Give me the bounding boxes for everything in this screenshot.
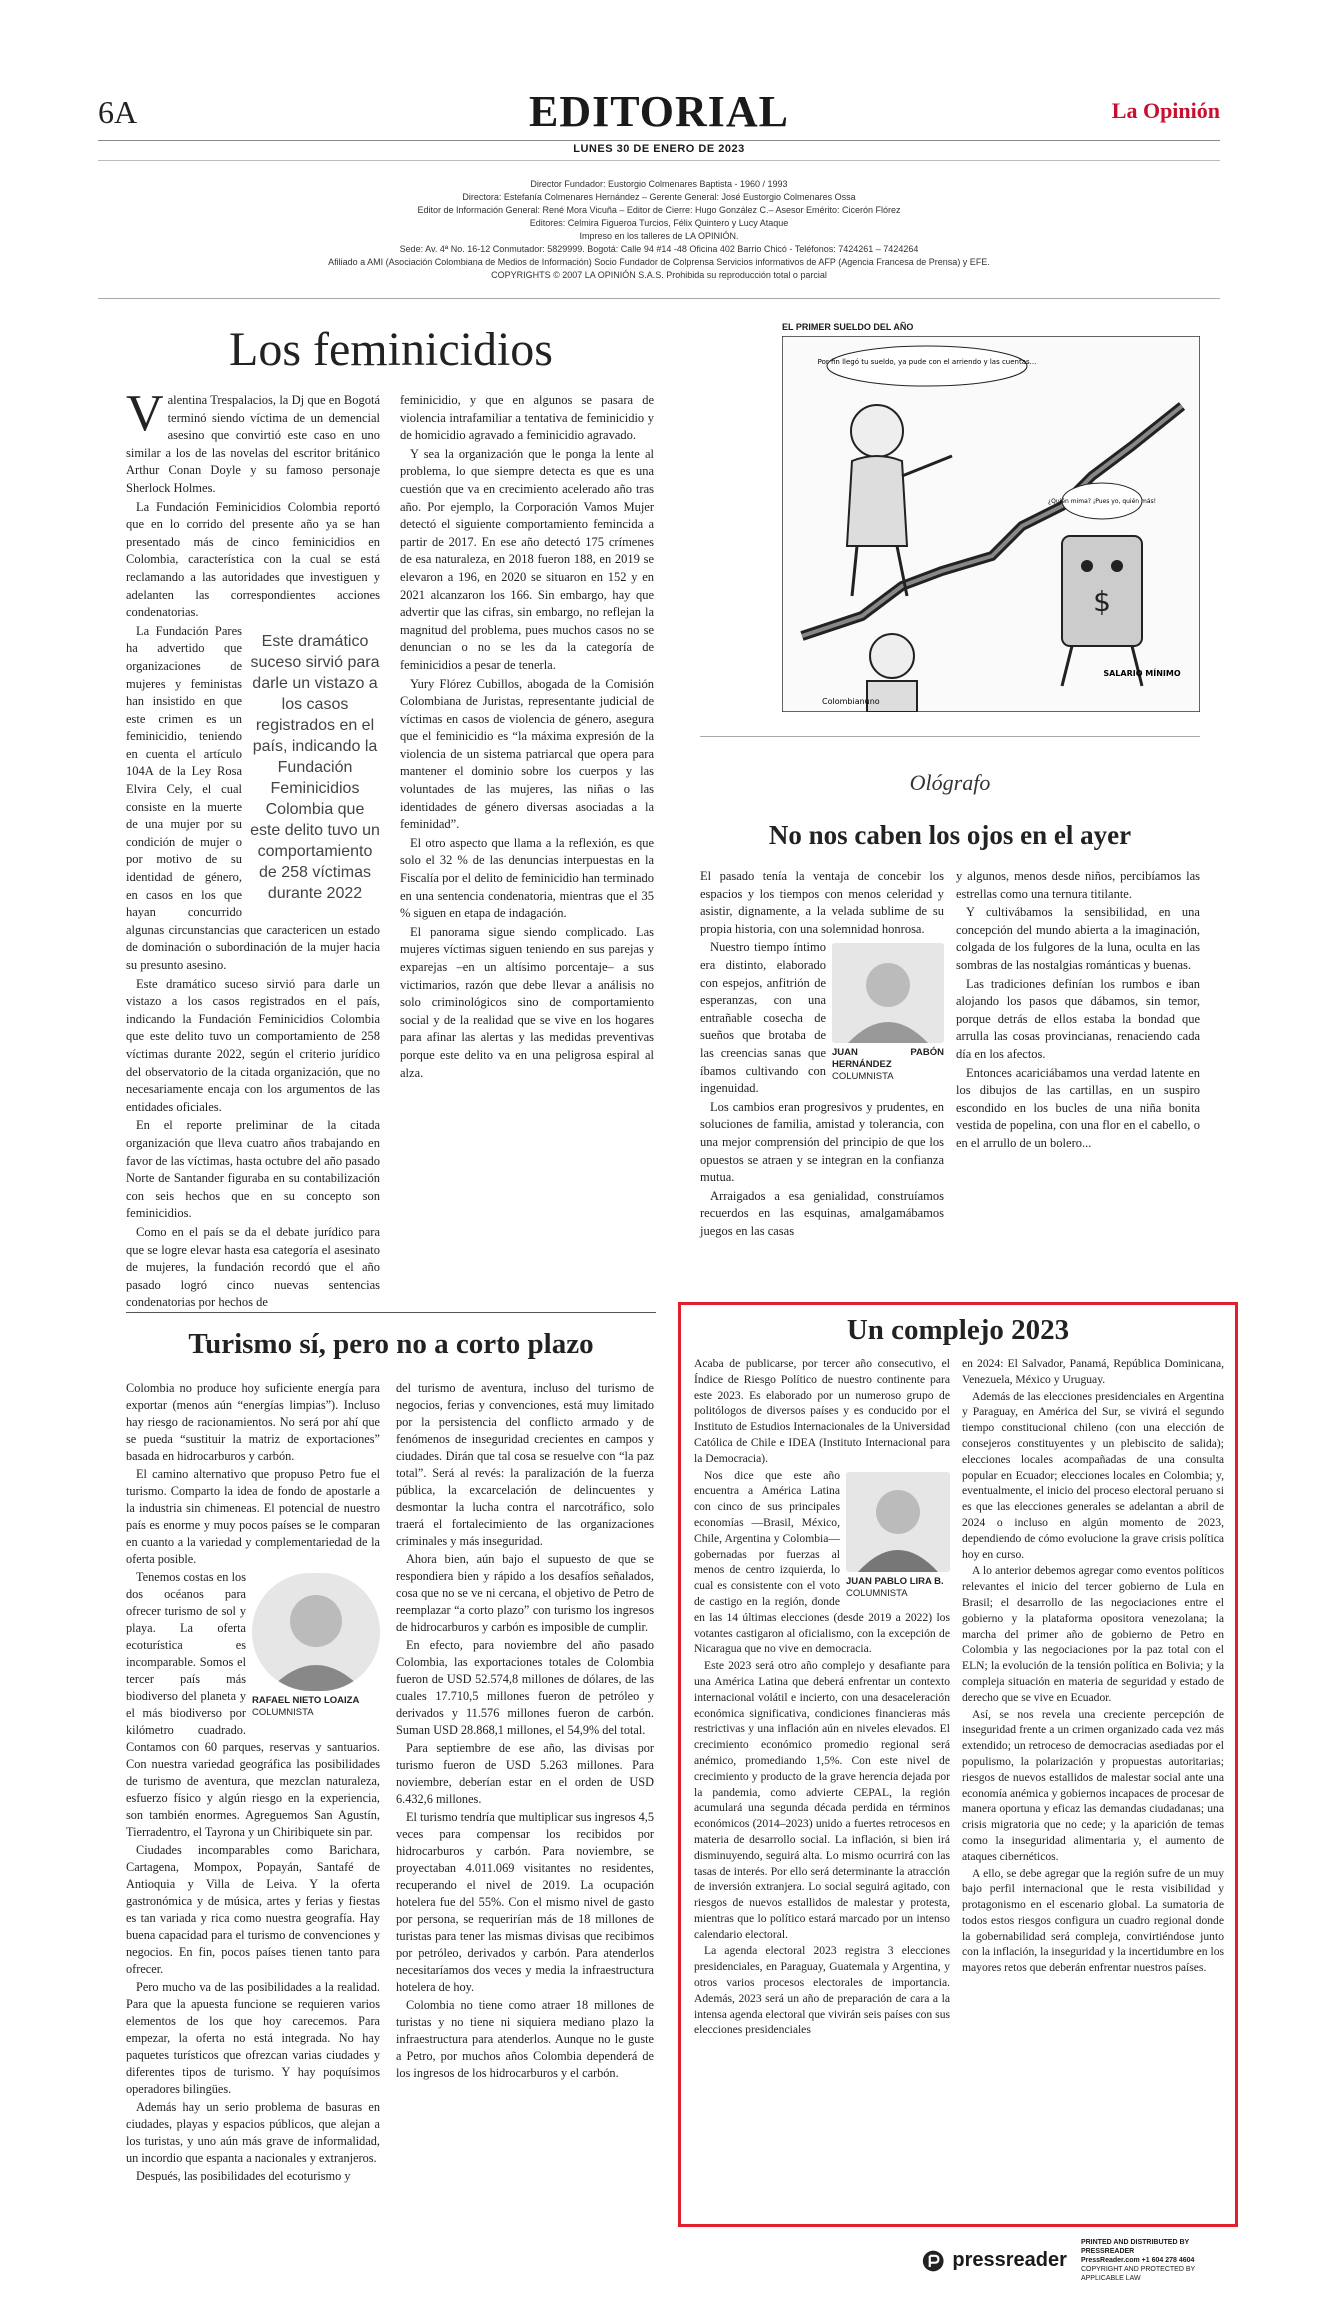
- editorial-cartoon: [782, 322, 1200, 712]
- olografo-title: No nos caben los ojos en el ayer: [768, 820, 1132, 850]
- pull-quote: [250, 631, 380, 904]
- complejo-column-1: [694, 1356, 950, 2039]
- author-name: JUAN PABÓN HERNÁNDEZ: [832, 1047, 944, 1071]
- paragraph: El otro aspecto que llama a la reflexión, es que solo el 32 % de las denuncias interpuestas en la Fiscalía por el delito de feminicidio han terminado en una sentencia condenatoria, mientras que el 35 % siguen en etapa de indagación.: [400, 835, 654, 921]
- paragraph: Y sea la organización que le ponga la lente al problema, lo que siempre detecta es que es una cuestión que va en crecimiento acelerado año tras año. Por ejemplo, la Corporación Vamos Mujer detectó el siguiente comportamiento femincida a partir de 2017. En ese año detectó 175 crímenes de esa naturaleza, en 2018 fueron 188, en 2019 se elevaron a 196, en 2020 se situaron en 152 y en 2021 alcanzaron los 166. Sin embargo, hay que advertir que las cifras, sin embargo, no reflejan la magnitud del problema, pues muchos casos no se denuncian o no se les da la categoría de feminicidios a pesar de tenerla.: [400, 446, 654, 672]
- drop-cap: V: [126, 385, 164, 442]
- author-name: RAFAEL NIETO LOAIZA: [252, 1695, 360, 1706]
- masthead: [98, 178, 1220, 282]
- paragraph: en 2024: El Salvador, Panamá, República Dominicana, Venezuela, México y Uruguay.: [962, 1357, 1224, 1386]
- paragraph: Y cultivábamos la sensibilidad, en una concepción del mundo abierta a la imaginación, colgada de los fulgores de la luna, oculta en las sombras de las nostalgias románticas y buenas.: [956, 905, 1200, 972]
- author-role: COLUMNISTA: [846, 1587, 908, 1599]
- paragraph: Yury Flórez Cubillos, abogada de la Comisión Colombiana de Juristas, representante judicial de víctimas en casos de violencia de género, asegura que el feminicidio es “la máxima expresión de la violencia de un sistema patriarcal que opera para mantener el dominio sobre los cuerpos y las voluntades de las mujeres, las niñas o las identidades de género diversas asociadas a la feminidad”.: [400, 676, 654, 832]
- paragraph: El panorama sigue siendo complicado. Las mujeres víctimas siguen teniendo en sus parejas y exparejas –en un altísimo porcentaje– a sus victimarios, razón que debe llevar a análisis no solo criminológicos sino de comportamiento social y de la realidad que se vive en los hogares para afinar las alertas y las medidas preventivas porque este delito va en una peligrosa espiral al alza.: [400, 924, 654, 1080]
- paragraph: La Fundación Feminicidios Colombia reportó que en lo corrido del presente año ya se han presentado más de cinco feminicidios en Colombia, característica con la cual se está reclamando a las autoridades que investiguen y adelanten las correspondientes acciones condenatorias.: [126, 499, 380, 620]
- page-header: [98, 86, 1220, 146]
- author-role: COLUMNISTA: [832, 1071, 894, 1083]
- pressreader-icon: [922, 2248, 944, 2274]
- author-photo: [832, 943, 944, 1043]
- paragraph: El camino alternativo que propuso Petro fue el turismo. Comparto la idea de fondo de apostarle a la industria sin chimeneas. El potencial de nuestro país es enorme y muy pocos países se le comparan en cuanto a la variedad y complementariedad de la oferta posible.: [126, 1467, 380, 1566]
- paragraph: Las tradiciones definían los rumbos e iban alojando los pasos que dábamos, sin temor, porque detrás de ellos estaba la bondad que arrulla las cosas provincianas, renaciendo cada día en los afectos.: [956, 976, 1200, 1061]
- masthead-line: Impreso en los talleres de LA OPINIÓN.: [579, 231, 739, 241]
- section-title: EDITORIAL: [528, 87, 790, 136]
- author-photo: [252, 1573, 380, 1691]
- cartoon-label: EL PRIMER SUELDO DEL AÑO: [782, 322, 914, 332]
- author-block: [252, 1573, 380, 1719]
- paragraph: Acaba de publicarse, por tercer año consecutivo, el Índice de Riesgo Político de nuestro continente para este 2023. Es elaborado por un numeroso grupo de politólogos de diversos países y es conducido por el Instituto de Estudios Internacionales de la Universidad Católica de Chile e IDEA (Instituto Internacional para la Democracia).: [694, 1357, 950, 1465]
- paragraph: En efecto, para noviembre del año pasado Colombia, las exportaciones totales de Colombia fueron de USD 52.574,8 millones de dólares, de las cuales 17.710,5 millones fueron de petróleo y derivados y 11.576 millones fueron de carbón. Suman USD 28.868,1 millones, el 54,9% del total.: [396, 1638, 654, 1737]
- paragraph: La Fundación Pares ha advertido que organizaciones de mujeres y feministas han insistido en que este crimen es un feminicidio, teniendo en cuenta el artículo 104A de la Ley Rosa Elvira Cely, el cual consiste en la muerte de una mujer por su condición de mujer o por motivo de su identidad de género, en casos en los que hayan concurrido algunas circunstancias que caractericen un estado de dominación o subordinación de la mujer hacia su presunto asesino.: [126, 623, 380, 972]
- paragraph: Como en el país se da el debate jurídico para que se logre elevar hasta esa categoría el asesinato de mujeres, la fundación recordó que el año pasado logró cinco nuevas sentencias condenatorias por hechos de: [126, 1224, 380, 1310]
- masthead-line: Afiliado a AMI (Asociación Colombiana de Medios de Información) Socio Fundador de Colprensa Servicios informativos de AFP (Agencia Francesa de Prensa) y EFE.: [328, 257, 990, 267]
- cartoon-drawing: [782, 336, 1200, 712]
- footer-line: PressReader.com +1 604 278 4604: [1080, 2257, 1195, 2264]
- masthead-line: COPYRIGHTS © 2007 LA OPINIÓN S.A.S. Prohibida su reproducción total o parcial: [491, 270, 827, 280]
- paragraph: Así, se nos revela una creciente percepción de inseguridad frente a un crimen organizado cada vez más extendido; un retroceso de democracias asediadas por el populismo, la polarización y propuestas autoritarias; riesgos de nuevos estallidos de malestar social ante una economía anémica y gobiernos incapaces de procesar de manera oportuna y eficaz las demandas ciudadanas; una crisis migratoria que no cede; y la aparición de temas como la inseguridad alimentaria y, el aumento de ataques cibernéticos.: [962, 1707, 1224, 1863]
- paragraph: Entonces acariciábamos una verdad latente en los dibujos de las cartillas, en un suspiro escondido en los bucles de una niña bonita vestida de popelina, con una flor en el cabello, o en el arrullo de un bolero...: [956, 1065, 1200, 1150]
- author-block: [846, 1472, 950, 1600]
- masthead-line: Directora: Estefanía Colmenares Hernández – Gerente General: José Eustorgio Colmenares Ossa: [462, 192, 856, 202]
- cartoon-bubble-1: Por fin llegó tu sueldo, ya pude con el arriendo y las cuentas...: [817, 358, 1037, 366]
- author-photo: [846, 1472, 950, 1572]
- complejo-column-2: [962, 1356, 1224, 1977]
- newspaper-brand[interactable]: La Opinión: [1111, 98, 1220, 123]
- paragraph: A ello, se debe agregar que la región sufre de un muy bajo perfil internacional que le resta visibilidad y protagonismo en el escenario global. La sumatoria de todos estos riesgos configura un cuadro regional donde la gobernabilidad será compleja, convirtiéndose junto con la inflación, la inseguridad y la incertidumbre en los mayores retos que deberán enfrentar nuestros países.: [962, 1866, 1224, 1975]
- cartoon-tag: SALARIO MÍNIMO: [1103, 669, 1181, 678]
- pressreader-logo: pressreader: [952, 2249, 1067, 2271]
- paragraph: A lo anterior debemos agregar como eventos políticos relevantes el inicio del tercer gobierno de Lula en Brasil; el desarrollo de las negociaciones entre el gobierno y la plataforma opositora venezolana; la marcha del primer año de gobierno de Petro en Colombia y las negociaciones por la paz total con el ELN; la evolución de la tensión política en Bolivia; y la compleja situación en materia de seguridad y estado de derecho que se vive en Ecuador.: [962, 1564, 1224, 1704]
- cartoon-credit: Colombianuno: [822, 697, 880, 706]
- paragraph: El pasado tenía la ventaja de concebir los espacios y los tiempos con menos celeridad y asistir, dignamente, a la velada sublime de su propia historia, con una solemnidad honrosa.: [700, 869, 944, 936]
- masthead-line: Editores: Celmira Figueroa Turcios, Félix Quintero y Lucy Ataque: [529, 218, 789, 228]
- paragraph: Colombia no tiene como atraer 18 millones de turistas y no tiene ni siquiera mediano plazo la infraestructura para atenderlos. Aunque no le guste a Petro, por muchos años Colombia dependerá de los ingresos de los hidrocarburos y el carbón.: [396, 1998, 654, 2080]
- paragraph: Para septiembre de ese año, las divisas por turismo fueron de USD 5.263 millones. Para noviembre, deberían estar en el orden de USD 6.432,6 millones.: [396, 1741, 654, 1806]
- masthead-line: Sede: Av. 4ª No. 16-12 Conmutador: 5829999. Bogotá: Calle 94 #14 -48 Oficina 402 Barrio Chicó - Teléfonos: 7424261 – 7424264: [399, 244, 919, 254]
- author-block: [832, 943, 944, 1083]
- paragraph: Además de las elecciones presidenciales en Argentina y Paraguay, en América del Sur, se vivirá el segundo tiempo constitucional chileno (con una elección de consejeros constituyentes y un plebiscito de salida); elecciones locales acompañadas de una consulta popular en Ecuador; elecciones locales en Colombia; y, eventualmente, el inicio del proceso electoral peruano si es que las elecciones generales se adelantan a abril de 2024 o incluso en algún momento de 2023, dependiendo de cómo evolucione la grave crisis política hoy en curso.: [962, 1389, 1224, 1561]
- turismo-title: Turismo sí, pero no a corto plazo: [188, 1328, 594, 1360]
- paragraph: Nuestro tiempo íntimo era distinto, elaborado con espejos, anfitrión de esperanzas, con una entrañable cosecha de sueños que brotaba de las creencias sanas que íbamos cultivando con ingenuidad.: [700, 940, 826, 1096]
- pull-quote-text: Este dramático suceso sirvió para darle un vistazo a los casos registrados en el país, indicando la Fundación Feminicidios Colombia que este delito tuvo un comportamiento de 258 víctimas durante 2022: [250, 632, 380, 902]
- date-rule: [98, 160, 1220, 161]
- paragraph: Después, las posibilidades del ecoturismo y: [136, 2169, 351, 2183]
- header-rule: [98, 140, 1220, 141]
- paragraph: El turismo tendría que multiplicar sus ingresos 4,5 veces para compensar los recibidos por hidrocarburos y carbón. Para noviembre, se proyectaban 4.011.069 visitantes no residentes, recuperando el nivel de 2019. La ocupación hotelera fue del 55%. Con el mismo nivel de gasto por persona, se requerirían más de 18 millones de turistas para tener las mismas divisas que recibimos por petróleo, derivados y carbón. Para atenderlos necesitaríamos dos veces y media la infraestructura hotelera de hoy.: [396, 1810, 654, 1994]
- olografo-column-1: [700, 868, 944, 1241]
- issue-date: LUNES 30 DE ENERO DE 2023: [573, 143, 745, 155]
- paragraph: En el reporte preliminar de la citada organización que lleva cuatro años trabajando en favor de las víctimas, hasta octubre del año pasado Norte de Santander figuraba en su contabilización con seis hechos que en su concepto son feminicidios.: [126, 1118, 380, 1221]
- masthead-line: Director Fundador: Eustorgio Colmenares Baptista - 1960 / 1993: [530, 179, 788, 189]
- olografo-column-2: [956, 868, 1200, 1154]
- paragraph: La agenda electoral 2023 registra 3 elecciones presidenciales, en Paraguay, Guatemala y Argentina, y otros varios procesos electorales de importancia. Además, 2023 será un año de preparación de cara a la intensa agenda electoral que vivirán seis países con sus elecciones presidenciales: [694, 1944, 950, 2037]
- paragraph: Este dramático suceso sirvió para darle un vistazo a los casos registrados en el país, indicando la Fundación Feminicidios Colombia que este delito tuvo un comportamiento de 258 víctimas durante 2022, según el criterio jurídico del observatorio de la citada organización, que no necesariamente encaja con los argumentos de las entidades oficiales.: [126, 976, 380, 1114]
- feminicidios-column-1: [126, 385, 380, 1313]
- svg-text:$: $: [1093, 585, 1111, 618]
- paragraph: Arraigados a esa genialidad, construíamos recuerdos en las esquinas, amalgamábamos juegos en las casas: [700, 1188, 944, 1238]
- turismo-column-2: [396, 1380, 654, 2083]
- paragraph: Ciudades incomparables como Barichara, Cartagena, Mompox, Popayán, Santafé de Antioquia y Villa de Leiva. Y la oferta gastronómica y de música, artes y ferias y fiestas es tan variada y rica como nuestra geografía. Hay buena capacidad para el turismo de convenciones y negocios. En fin, pocos países tienen tanto para ofrecer.: [126, 1843, 380, 1976]
- paragraph: Los cambios eran progresivos y prudentes, en soluciones de familia, amistad y tolerancia, con una mejor comprensión del principio de que los opuestos se atraen y se integran en la confianza mutua.: [700, 1099, 944, 1185]
- author-role: COLUMNISTA: [252, 1707, 314, 1718]
- paragraph: Colombia no produce hoy suficiente energía para exportar (menos aún “energías limpias”). Incluso hay riesgo de racionamientos. No será por ahí que se pueda “sustituir la matriz de exportaciones” basada en hidrocarburos y carbón.: [126, 1381, 380, 1463]
- pressreader-badge[interactable]: [922, 2238, 1232, 2288]
- cartoon-bubble-2: ¿Quién mima? ¡Pues yo, quién más!: [1047, 498, 1157, 505]
- section-rule: [126, 1312, 656, 1313]
- footer-line: PRINTED AND DISTRIBUTED BY PRESSREADER: [1080, 2239, 1190, 2255]
- masthead-rule: [98, 298, 1220, 299]
- paragraph: alentina Trespalacios, la Dj que en Bogotá terminó siendo víctima de un demencial asesino que convirtió este caso en uno similar a los de las novelas del escritor británico Arthur Conan Doyle y su famoso personaje Sherlock Holmes.: [126, 393, 380, 495]
- paragraph: Tenemos costas en los dos océanos para ofrecer turismo de sol y playa. La oferta ecoturística es incomparable. Somos el tercer país más biodiverso del planeta y el más biodiverso por kilómetro cuadrado. Contamos con 60 parques, reservas y santuarios. Con nuestra variedad geográfica las posibilidades de turismo de aventura, que mezclan naturaleza, esfuerzo físico y algún riesgo en la experiencia, son también enormes. Agreguemos San Agustín, Tierradentro, el Tayrona y un Chiribiquete sin par.: [126, 1570, 380, 1839]
- paragraph: Pero mucho va de las posibilidades a la realidad. Para que la apuesta funcione se requieren varios elementos de los que hoy carecemos. Para empezar, la oferta no está integrada. No hay paquetes turísticos que ofrezcan varias ciudades y diferentes tipos de turismo. Y hay poquísimos operadores bilingües.: [126, 1980, 380, 2096]
- complejo-title: Un complejo 2023: [846, 1314, 1070, 1346]
- paragraph: Este 2023 será otro año complejo y desafiante para una América Latina que deberá enfrentar un contexto internacional volátil e incierto, con una desaceleración económica significativa, condiciones financieras más restrictivas y una inflación aún en niveles elevados. El crecimiento económico promedio regional será anémico, promediando 1,5%. Con este nivel de crecimiento y producto de la grave herencia dejada por la pandemia, como advierte CEPAL, la región acumulará una segunda década perdida en términos económicos (2014–2023) unido a fuertes retrocesos en materia de desarrollo social. La inflación, si bien irá disminuyendo, seguirá alta. Lo mismo ocurrirá con las tasas de interés. Por ello será determinante la atracción de inversión extranjera. Lo social seguirá agitado, con riesgos de nuevos estallidos de malestar y protesta, mientras que lo político estará marcado por un intenso calendario electoral.: [694, 1659, 950, 1941]
- paragraph: Nos dice que este año encuentra a América Latina con cinco de sus principales economías —Brasil, México, Chile, Argentina y Colombia— gobernadas por fuerzas al menos de centro izquierda, lo cual es consistente con el voto de castigo en la región, donde en las 14 últimas elecciones (desde 2019 a 2022) los votantes castigaron al oficialismo, con la excepción de Nicaragua que no vive en democracia.: [694, 1468, 950, 1656]
- turismo-column-1: [126, 1380, 380, 2186]
- paragraph: feminicidio, y que en algunos se pasara de violencia intrafamiliar a tentativa de feminicidio y de homicidio agravado a feminicidio agravado.: [400, 393, 654, 443]
- page-number: 6A: [98, 94, 138, 130]
- feminicidios-column-2: [400, 392, 654, 1083]
- author-name: JUAN PABLO LIRA B.: [846, 1575, 944, 1587]
- paragraph: del turismo de aventura, incluso del turismo de negocios, ferias y convenciones, está muy limitado por la persistencia del conflicto armado y de fenómenos de inseguridad crecientes en campos y ciudades. Dirán que tal cosa se resuelve con “la paz total”. Será al revés: la paralización de la fuerza pública, la excarcelación de delincuentes y desmontar la lucha contra el narcotráfico, solo traerá el fortalecimiento de las organizaciones criminales y más inseguridad.: [396, 1381, 654, 1548]
- paragraph: y algunos, menos desde niños, percibíamos las estrellas como una ternura titilante.: [956, 869, 1200, 901]
- feminicidios-title: Los feminicidios: [229, 323, 553, 376]
- column-label: Ológrafo: [909, 770, 991, 795]
- paragraph: Además hay un serio problema de basuras en ciudades, playas y espacios públicos, que alejan a los turistas, y uno aún más grave de informalidad, un incordio que espanta a nacionales y extranjeros.: [126, 2100, 380, 2165]
- masthead-line: Editor de Información General: René Mora Vicuña – Editor de Cierre: Hugo González C.– Asesor Emérito: Cicerón Flórez: [417, 205, 901, 215]
- footer-line: COPYRIGHT AND PROTECTED BY APPLICABLE LAW: [1080, 2266, 1196, 2282]
- paragraph: Ahora bien, aún bajo el supuesto de que se respondiera bien y rápido a los desafíos señalados, cosa que no se ve ni cercana, el objetivo de Petro de reemplazar “a corto plazo” con turismo los ingresos de hidrocarburos y carbón es imposible de cumplir.: [396, 1552, 654, 1634]
- section-rule: [700, 736, 1200, 737]
